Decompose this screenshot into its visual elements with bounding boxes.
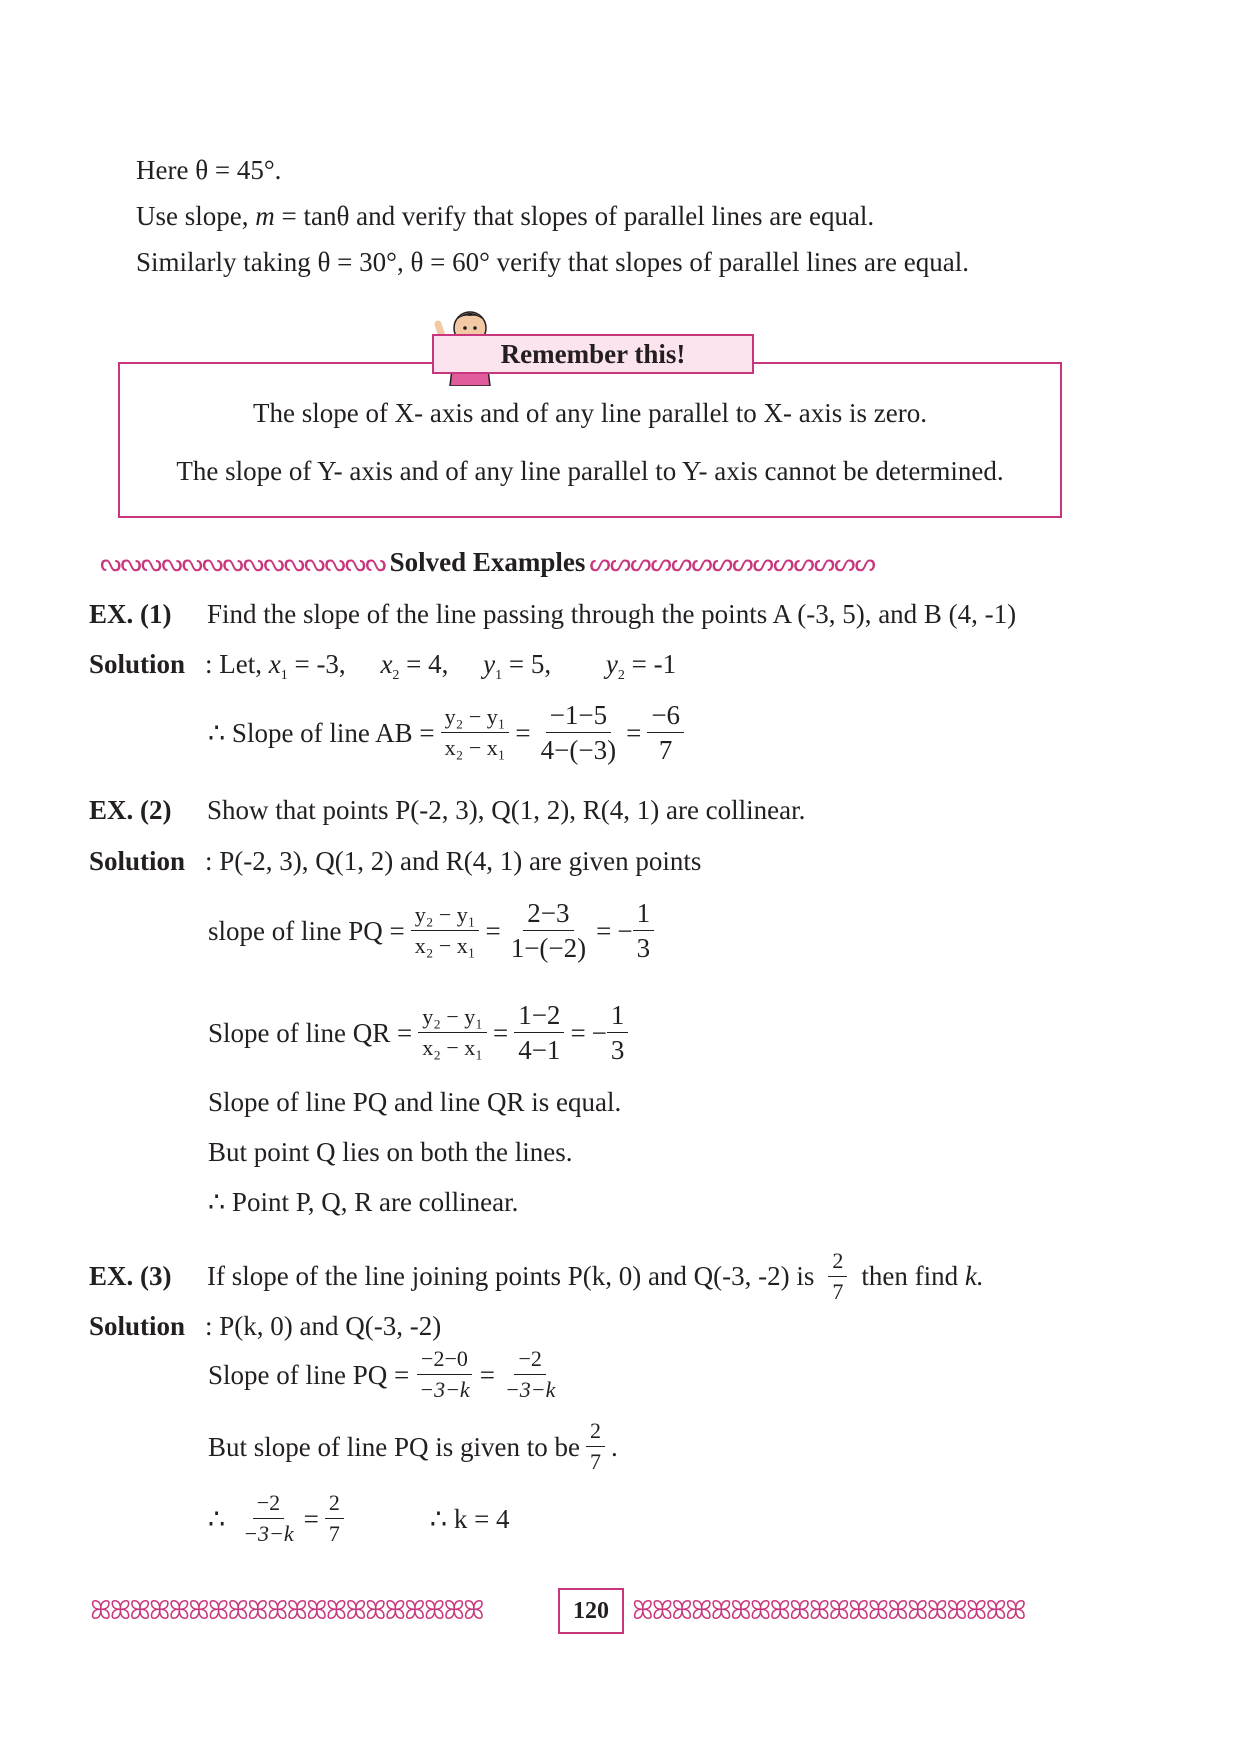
ex2-qr-f2-den: 4−1 [518, 1035, 561, 1065]
ex2-qr-result-den: 3 [610, 1035, 625, 1065]
left-ornament: ᔓᔓᔓᔓᔓᔓᔓᔓᔓᔓᔓᔓᔓᔓ [100, 549, 386, 577]
intro-line-2 [136, 200, 874, 232]
ex2-pq-f1-num: y₂ − y₁ [411, 902, 480, 931]
ex2-label: EX. (2) [89, 795, 172, 825]
ex3-pq-equation: Slope of line PQ = $\frac{-2-0}{-3-k}$ = $\frac{-2}{-3-k}$ [208, 1346, 565, 1403]
ex2-qr-f2-num: 1−2 [514, 1000, 564, 1033]
ex1-slope-equation: ∴ Slope of line AB = $\frac{\text{y₂ − y₁}}{\text{x₂ − x₁}}$ = $\frac{-1-5}{4-(-3)}$ = $\frac{-6}{7}$ [208, 700, 690, 765]
ex3-g-den: 7 [589, 1449, 601, 1474]
ex1-f2-num: −1−5 [546, 700, 611, 733]
ex3-f2-den: −3−k [504, 1377, 556, 1402]
ex3-result: ∴ k = 4 [429, 1503, 510, 1534]
ex3-e-num: −2 [253, 1490, 284, 1519]
ex3-q-num: 2 [828, 1248, 847, 1277]
ex3-given-text: But slope of line PQ is given to be [208, 1431, 580, 1462]
ex3-solution-label: Solution [89, 1311, 186, 1341]
ex3-therefore: ∴ [208, 1503, 226, 1534]
ex1-solution-label: Solution [89, 649, 186, 679]
intro-line-1: Here θ = 45°. [136, 155, 282, 185]
ex3-g-num: 2 [586, 1418, 605, 1447]
ex2-line-b: But point Q lies on both the lines. [208, 1137, 573, 1167]
ex2-given: : P(-2, 3), Q(1, 2) and R(4, 1) are given points [205, 846, 702, 876]
ex2-qr-result-num: 1 [607, 1000, 629, 1033]
variable-m: m [255, 201, 275, 231]
ex2-qr-equation: Slope of line QR = $\frac{\text{y₂ − y₁}}{\text{x₂ − x₁}}$ = $\frac{1-2}{4-1}$ = − $\frac{1}{3}$ [208, 1000, 634, 1065]
remember-line-1: The slope of X- axis and of any line parallel to X- axis is zero. [252, 398, 928, 428]
ex1-f2-den: 4−(−3) [540, 735, 617, 765]
ex3-f1-num: −2−0 [417, 1346, 472, 1375]
ex1-f3-den: 7 [658, 735, 673, 765]
section-title: Solved Examples [389, 547, 586, 577]
remember-box [118, 362, 1062, 518]
ex1-f1-den: x₂ − x₁ [444, 735, 506, 760]
ex1-f1-num: y₂ − y₁ [441, 704, 510, 733]
ex3-f2-num: −2 [514, 1346, 545, 1375]
ex1-question: Find the slope of the line passing through the points A (-3, 5), and B (4, -1) [207, 599, 1017, 629]
ex3-q-den: 7 [832, 1278, 844, 1304]
ex1-y1-value: = 5, [508, 649, 552, 679]
section-heading [100, 546, 875, 580]
ex1-x2-value: = 4, [406, 649, 449, 679]
footer-right-ornament: ꕤꕤꕤꕤꕤꕤꕤꕤꕤꕤꕤꕤꕤꕤꕤꕤꕤꕤꕤꕤ [632, 1596, 1025, 1626]
ex2-qr-f1-den: x₂ − x₁ [422, 1035, 483, 1060]
ex2-question: Show that points P(-2, 3), Q(1, 2), R(4, 1) are collinear. [207, 795, 806, 825]
ex2-qr-result-sign: − [591, 1017, 607, 1048]
ex3-pq-label: Slope of line PQ = [208, 1359, 410, 1390]
ex3-f1-den: −3−k [419, 1377, 470, 1402]
ex1-given-prefix: : Let, [205, 649, 262, 679]
remember-title: Remember this! [432, 334, 754, 374]
ex2-pq-result-sign: − [617, 915, 633, 946]
ex3-question [207, 1244, 984, 1308]
intro-line-2-text-a: Use slope, [136, 201, 256, 231]
ex2-line-c: ∴ Point P, Q, R are collinear. [208, 1187, 519, 1217]
ex3-e-den: −3−k [243, 1521, 294, 1546]
right-ornament: ᔕᔕᔕᔕᔕᔕᔕᔕᔕᔕᔕᔕᔕᔕ [589, 549, 875, 577]
ex1-f3-num: −6 [647, 700, 684, 733]
intro-line-3: Similarly taking θ = 30°, θ = 60° verify that slopes of parallel lines are equal. [136, 247, 969, 277]
ex3-e-rhs-den: 7 [328, 1521, 340, 1546]
ex3-e-rhs-num: 2 [325, 1490, 344, 1519]
page-number: 120 [558, 1588, 624, 1634]
ex3-given: : P(k, 0) and Q(-3, -2) [205, 1311, 442, 1341]
ex1-y2-value: = -1 [631, 649, 677, 679]
ex2-pq-result-den: 3 [636, 933, 651, 963]
ex2-solution-label: Solution [89, 846, 186, 876]
ex2-qr-label: Slope of line QR = [208, 1017, 413, 1048]
ex2-pq-f1-den: x₂ − x₁ [414, 933, 476, 958]
ex2-pq-result-num: 1 [633, 898, 655, 931]
ex3-question-tail: then find [861, 1261, 959, 1291]
ex1-x1-value: = -3, [294, 649, 346, 679]
ex3-final-equation: ∴ $\frac{-2}{-3-k}$ = $\frac{2}{7}$ ∴ k = 4 [208, 1490, 510, 1546]
ex3-given-line: But slope of line PQ is given to be $\frac{2}{7}$ . [208, 1418, 618, 1474]
ex2-pq-f2-num: 2−3 [523, 898, 573, 931]
ex2-pq-f2-den: 1−(−2) [510, 933, 587, 963]
ex2-pq-label: slope of line PQ = [208, 915, 405, 946]
ex1-slope-label: ∴ Slope of line AB = [208, 717, 435, 748]
intro-line-2-text-b: = tanθ and verify that slopes of parallel lines are equal. [274, 201, 875, 231]
ex3-question-k: k. [964, 1261, 984, 1291]
ex1-label: EX. (1) [89, 599, 172, 629]
ex2-line-a: Slope of line PQ and line QR is equal. [208, 1087, 622, 1117]
footer-left-ornament: ꕤꕤꕤꕤꕤꕤꕤꕤꕤꕤꕤꕤꕤꕤꕤꕤꕤꕤꕤꕤ [90, 1596, 483, 1626]
ex3-question-text: If slope of the line joining points P(k, 0) and Q(-3, -2) is [207, 1261, 815, 1291]
ex1-given: : Let, $x_1 = -3$, $x_2 = 4$, $y_1 = 5$, $y_2 = -1$ [205, 649, 677, 683]
remember-line-2: The slope of Y- axis and of any line parallel to Y- axis cannot be determined. [176, 456, 1004, 486]
ex2-qr-f1-num: y₂ − y₁ [418, 1004, 487, 1033]
ex2-pq-equation: slope of line PQ = $\frac{\text{y₂ − y₁}}{\text{x₂ − x₁}}$ = $\frac{2-3}{1-(-2)}$ = − $\frac{1}{3}$ [208, 898, 660, 963]
ex3-label: EX. (3) [89, 1261, 172, 1291]
